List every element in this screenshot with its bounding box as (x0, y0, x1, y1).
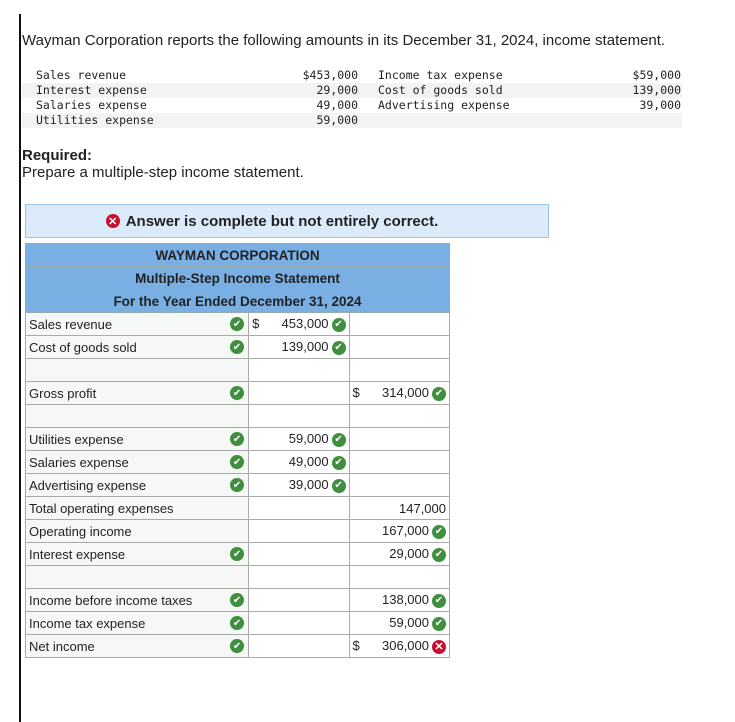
given-row (22, 98, 682, 113)
row-label-cell[interactable] (26, 405, 249, 428)
statement-row (26, 382, 450, 405)
given-amount: 39,000 (639, 98, 681, 112)
correct-check-icon: ✔ (230, 478, 244, 492)
given-label (358, 113, 558, 128)
row-label: Income before income taxes (29, 592, 193, 608)
amount-cell[interactable] (249, 497, 349, 520)
row-label: Income tax expense (29, 615, 146, 631)
amount-cell[interactable] (249, 451, 349, 474)
total-value: 29,000 (389, 546, 429, 562)
statement-row (26, 612, 450, 635)
total-cell[interactable] (349, 520, 449, 543)
given-amount: 29,000 (316, 83, 358, 97)
statement-row (26, 589, 450, 612)
required-text: Prepare a multiple-step income statement. (22, 164, 304, 181)
company-name: WAYMAN CORPORATION (26, 244, 450, 267)
total-cell[interactable] (349, 313, 449, 336)
correct-check-icon: ✔ (432, 617, 446, 631)
amount-value: 49,000 (288, 454, 329, 470)
total-cell[interactable] (349, 336, 449, 359)
statement-row (26, 405, 450, 428)
row-label-cell[interactable] (26, 359, 249, 382)
amount-value: 59,000 (288, 431, 329, 447)
given-amount: 49,000 (316, 98, 358, 112)
row-label-cell[interactable] (26, 382, 249, 405)
statement-row (26, 543, 450, 566)
required-label: Required: (22, 147, 93, 164)
given-label: Utilities expense (36, 113, 154, 127)
correct-check-icon: ✔ (230, 639, 244, 653)
given-amount: 59,000 (316, 113, 358, 127)
correct-check-icon: ✔ (230, 593, 244, 607)
correct-check-icon: ✔ (230, 547, 244, 561)
total-value: 138,000 (382, 592, 429, 608)
correct-check-icon: ✔ (332, 318, 346, 332)
given-label: Salaries expense (36, 98, 147, 112)
correct-check-icon: ✔ (230, 317, 244, 331)
row-label-cell[interactable] (26, 474, 249, 497)
total-value: 59,000 (389, 615, 429, 631)
statement-row (26, 428, 450, 451)
banner-text: Answer is complete but not entirely correct. (125, 212, 439, 230)
total-cell[interactable] (349, 543, 449, 566)
total-value: 314,000 (382, 385, 429, 401)
answer-status-banner (25, 204, 549, 238)
total-value: 147,000 (399, 500, 446, 516)
row-label: Net income (29, 638, 95, 654)
dollar-sign: $ (352, 638, 360, 654)
total-cell[interactable] (349, 382, 449, 405)
correct-check-icon: ✔ (332, 433, 346, 447)
statement-row (26, 520, 450, 543)
row-label-cell[interactable] (26, 612, 249, 635)
correct-check-icon: ✔ (432, 387, 446, 401)
row-label: Utilities expense (29, 431, 124, 447)
row-label-cell[interactable] (26, 336, 249, 359)
incorrect-icon: ✕ (106, 214, 120, 228)
amount-value: 39,000 (288, 477, 329, 493)
total-cell[interactable] (349, 451, 449, 474)
correct-check-icon: ✔ (230, 455, 244, 469)
given-amount: $453,000 (302, 68, 358, 82)
incorrect-icon: ✕ (432, 640, 446, 654)
dollar-sign: $ (352, 385, 360, 401)
statement-period: For the Year Ended December 31, 2024 (26, 290, 450, 313)
row-label-cell[interactable] (26, 451, 249, 474)
statement-row (26, 359, 450, 382)
given-label: Sales revenue (36, 68, 127, 82)
amount-cell[interactable] (249, 359, 349, 382)
row-label: Gross profit (29, 385, 97, 401)
dollar-sign: $ (252, 316, 260, 332)
left-border (19, 14, 21, 722)
given-row (22, 113, 682, 128)
total-cell[interactable] (349, 497, 449, 520)
correct-check-icon: ✔ (432, 594, 446, 608)
given-data-table (22, 68, 682, 128)
correct-check-icon: ✔ (432, 525, 446, 539)
given-label: Advertising expense (378, 98, 510, 112)
required-section (22, 147, 304, 181)
amount-value: 139,000 (281, 339, 329, 355)
correct-check-icon: ✔ (332, 341, 346, 355)
total-value: 167,000 (382, 523, 429, 539)
amount-cell[interactable] (249, 566, 349, 589)
total-value: 306,000 (382, 638, 429, 654)
correct-check-icon: ✔ (332, 479, 346, 493)
correct-check-icon: ✔ (230, 432, 244, 446)
statement-row (26, 313, 450, 336)
row-label: Sales revenue (29, 316, 113, 332)
statement-title: Multiple-Step Income Statement (26, 267, 450, 290)
given-label: Cost of goods sold (378, 83, 503, 97)
row-label-cell[interactable] (26, 428, 249, 451)
statement-row (26, 635, 450, 658)
amount-cell[interactable] (249, 405, 349, 428)
total-cell[interactable] (349, 359, 449, 382)
row-label-cell[interactable] (26, 589, 249, 612)
amount-cell[interactable] (249, 474, 349, 497)
given-row (22, 83, 682, 98)
given-row (22, 68, 682, 83)
amount-cell[interactable] (249, 382, 349, 405)
amount-cell[interactable] (249, 520, 349, 543)
amount-cell[interactable] (249, 589, 349, 612)
income-statement (25, 243, 450, 658)
statement-row (26, 566, 450, 589)
correct-check-icon: ✔ (332, 456, 346, 470)
correct-check-icon: ✔ (432, 548, 446, 562)
given-amount (558, 113, 681, 128)
row-label-cell[interactable] (26, 566, 249, 589)
amount-cell[interactable] (249, 635, 349, 658)
question-intro: Wayman Corporation reports the following amounts in its December 31, 2024, income statement. (22, 32, 666, 49)
amount-cell[interactable] (249, 336, 349, 359)
total-cell[interactable] (349, 612, 449, 635)
amount-cell[interactable] (249, 313, 349, 336)
row-label: Advertising expense (29, 477, 147, 493)
amount-cell[interactable] (249, 543, 349, 566)
total-cell[interactable] (349, 635, 449, 658)
statement-row (26, 336, 450, 359)
row-label-cell[interactable] (26, 543, 249, 566)
given-amount: 139,000 (632, 83, 681, 97)
total-cell[interactable] (349, 474, 449, 497)
amount-cell[interactable] (249, 428, 349, 451)
total-cell[interactable] (349, 589, 449, 612)
row-label: Operating income (29, 523, 132, 539)
row-label: Salaries expense (29, 454, 129, 470)
total-cell[interactable] (349, 566, 449, 589)
row-label: Total operating expenses (29, 500, 174, 516)
correct-check-icon: ✔ (230, 386, 244, 400)
row-label-cell[interactable] (26, 497, 249, 520)
row-label-cell[interactable] (26, 313, 249, 336)
given-label: Interest expense (36, 83, 147, 97)
row-label-cell[interactable] (26, 520, 249, 543)
total-cell[interactable] (349, 428, 449, 451)
row-label: Cost of goods sold (29, 339, 137, 355)
statement-row (26, 497, 450, 520)
row-label-cell[interactable] (26, 635, 249, 658)
given-amount: $59,000 (632, 68, 681, 82)
correct-check-icon: ✔ (230, 616, 244, 630)
row-label: Interest expense (29, 546, 126, 562)
amount-cell[interactable] (249, 612, 349, 635)
statement-row (26, 474, 450, 497)
correct-check-icon: ✔ (230, 340, 244, 354)
total-cell[interactable] (349, 405, 449, 428)
statement-row (26, 451, 450, 474)
amount-value: 453,000 (281, 316, 329, 332)
given-label: Income tax expense (378, 68, 503, 82)
